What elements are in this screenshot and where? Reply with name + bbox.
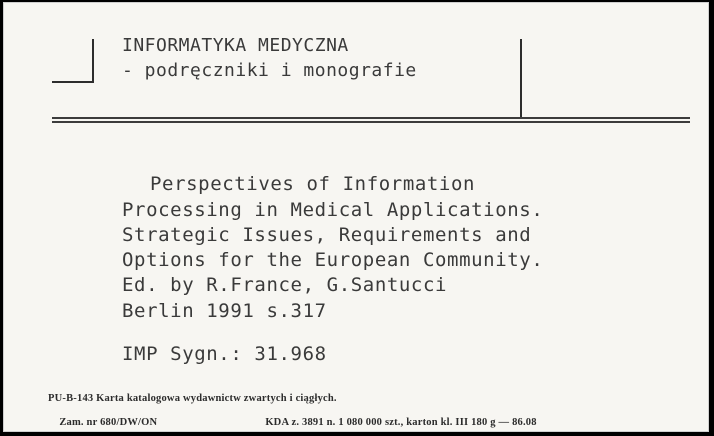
title-line-1: Perspectives of Information [150, 173, 476, 195]
heading-right-rule [520, 39, 522, 117]
card-form-footer-line-2 [48, 406, 537, 432]
editors-line: Ed. by R.France, G.Santucci [122, 274, 448, 296]
catalog-card [3, 2, 709, 432]
subject-heading: INFORMATYKA MEDYCZNA [122, 35, 349, 56]
subject-subheading: - podręczniki i monografie [122, 60, 417, 81]
title-line-3: Strategic Issues, Requirements and [122, 224, 532, 246]
heading-double-rule [52, 117, 690, 123]
imprint-line: Berlin 1991 s.317 [122, 300, 327, 322]
index-mark-vertical [92, 39, 94, 83]
index-mark-horizontal [52, 81, 94, 83]
call-number: IMP Sygn.: 31.968 [122, 343, 327, 365]
card-form-footer-line-1: PU-B-143 Karta katalogowa wydawnictw zwartych i ciągłych. [48, 393, 337, 404]
order-number: Zam. nr 680/DW/ON [59, 417, 158, 428]
title-line-2: Processing in Medical Applications. [122, 199, 544, 221]
title-line-4: Options for the European Community. [122, 249, 544, 271]
print-run-info: KDA z. 3891 n. 1 080 000 szt., karton kl. III 180 g — 86.08 [265, 417, 537, 428]
